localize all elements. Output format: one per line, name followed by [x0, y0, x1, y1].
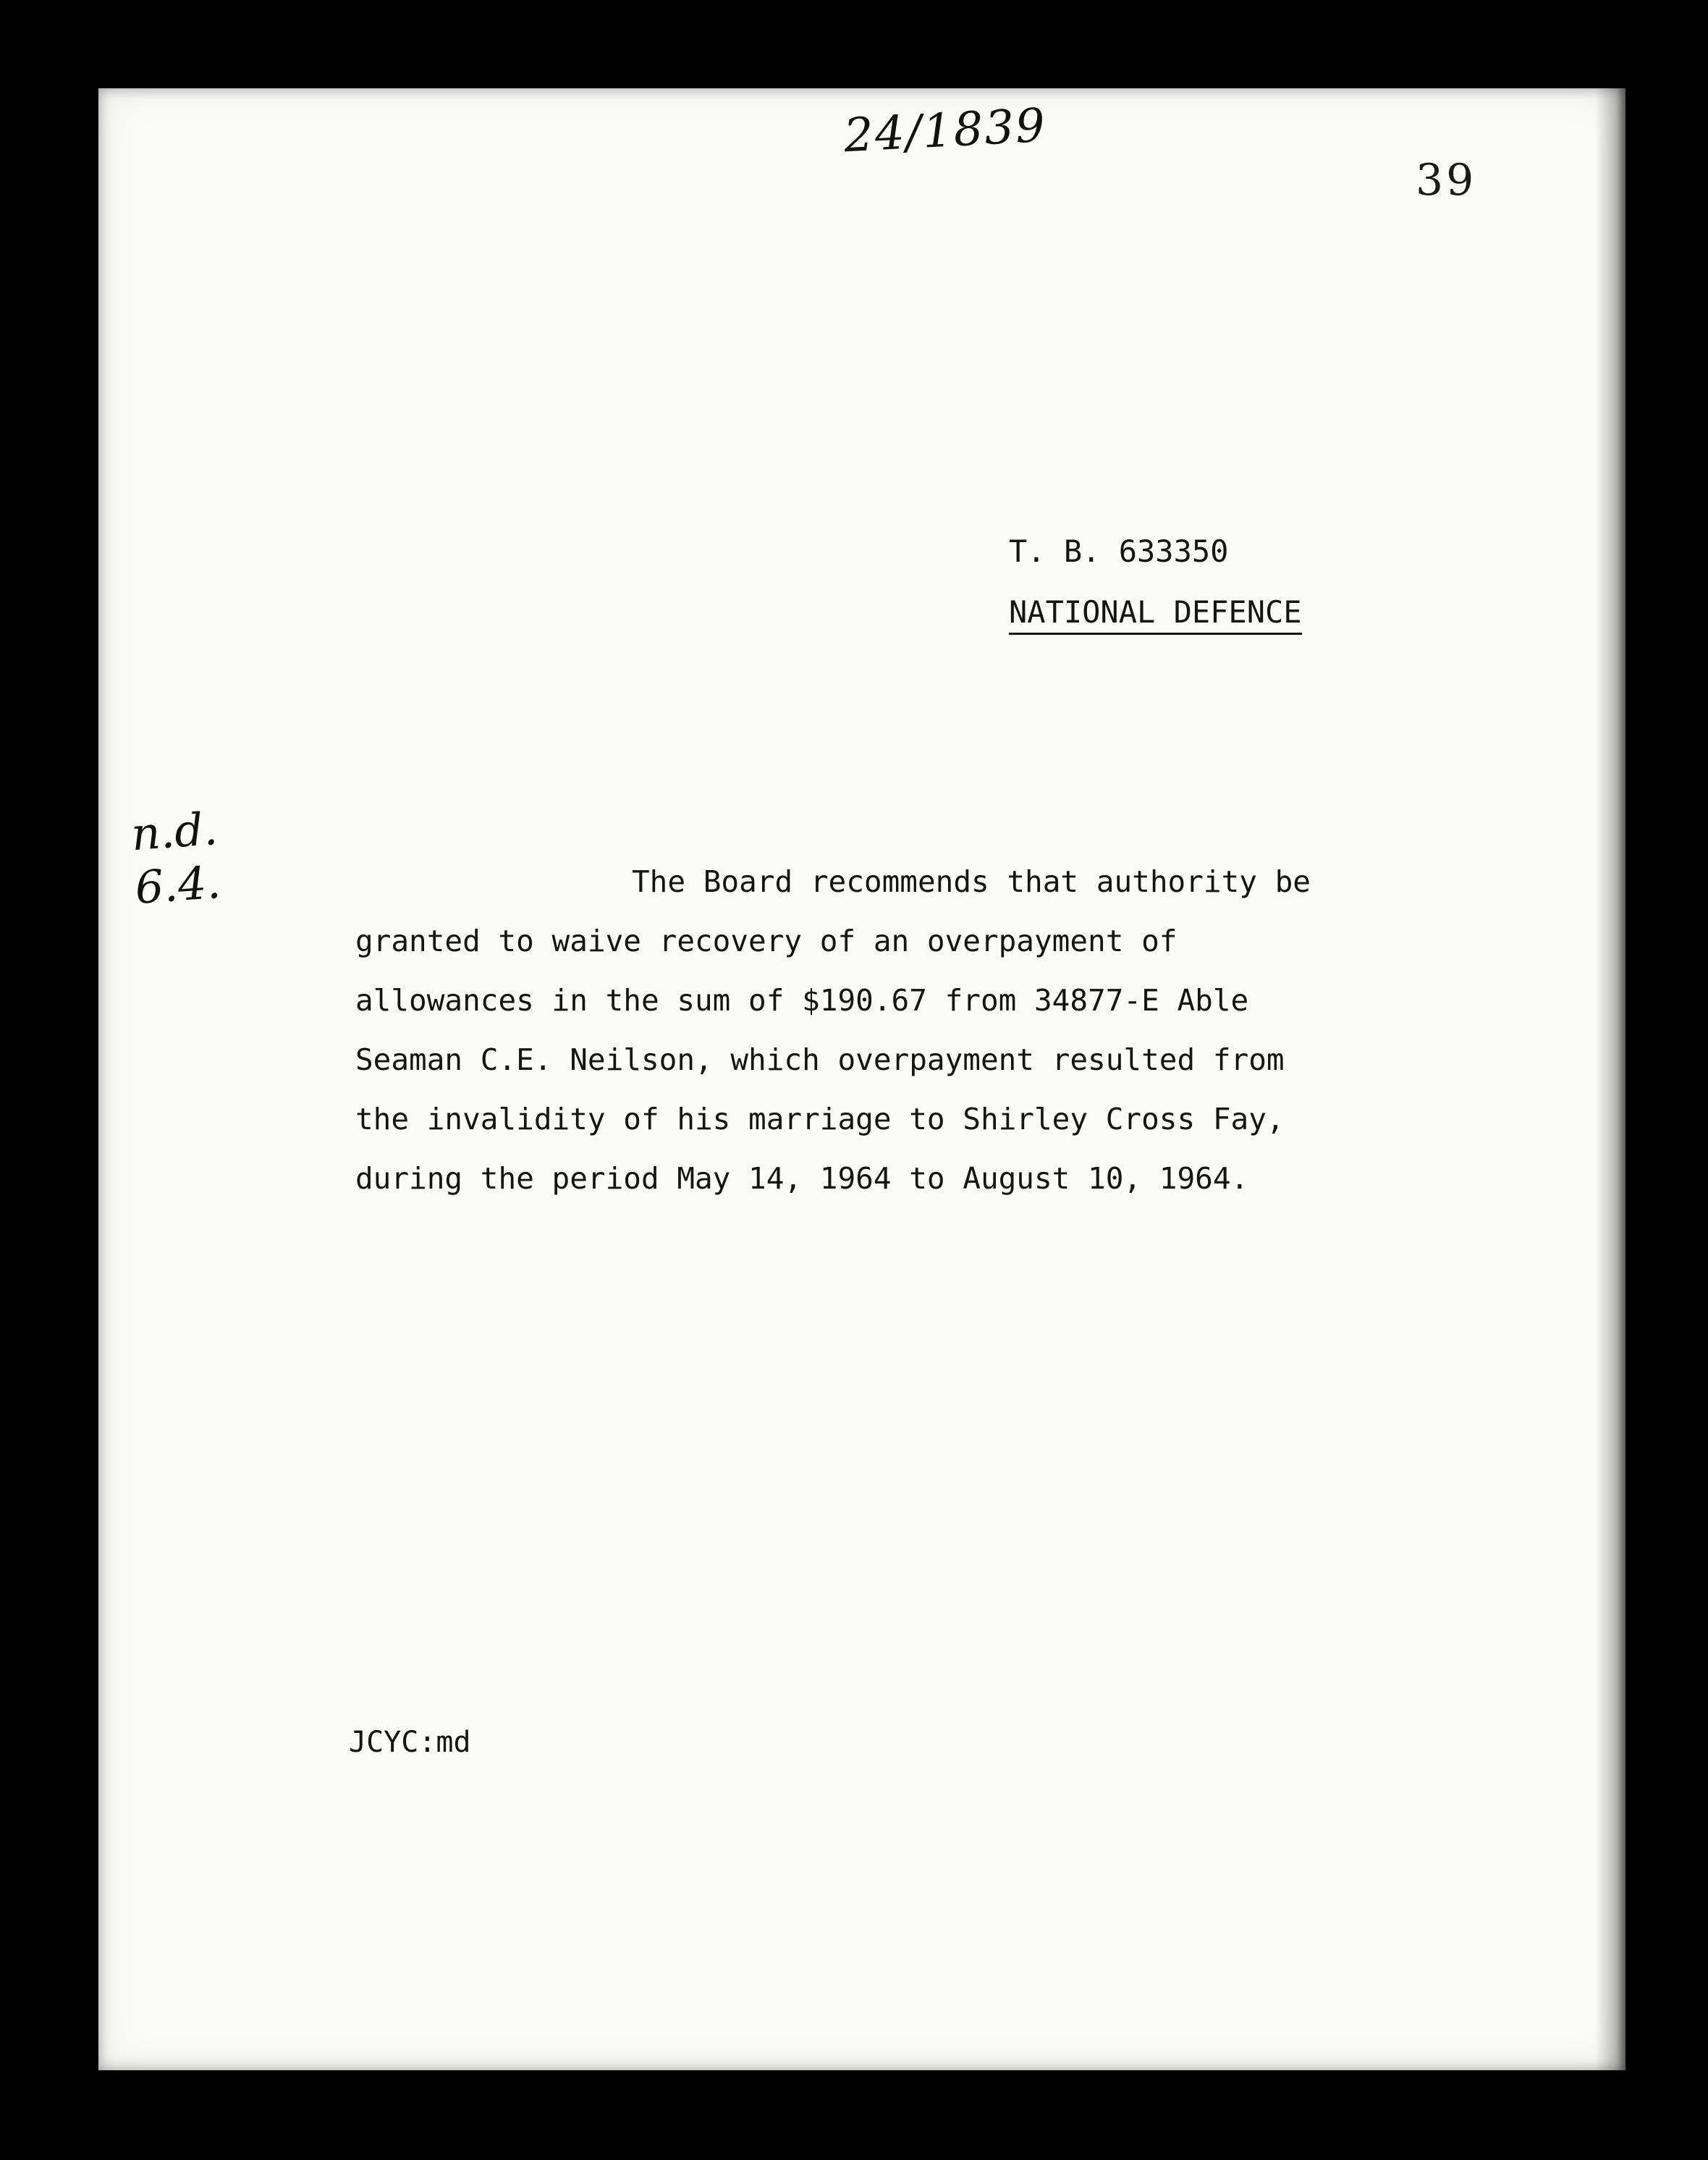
document-header — [1009, 521, 1302, 643]
paragraph-line-4: Seaman C.E. Neilson, which overpayment resulted from — [355, 1042, 1285, 1077]
handwritten-file-number: 24/1839 — [842, 98, 1048, 164]
paragraph-line-6: during the period May 14, 1964 to August 10, 1964. — [355, 1161, 1249, 1196]
tb-number: T. B. 633350 — [1009, 533, 1229, 569]
typist-initials: JCYC:md — [349, 1726, 471, 1759]
recommendation-paragraph — [355, 852, 1455, 1208]
page-number: 39 — [1416, 155, 1477, 206]
paragraph-line-2: granted to waive recovery of an overpayment of — [355, 924, 1178, 958]
paragraph-line-1: The Board recommends that authority be — [632, 864, 1311, 899]
handwritten-margin-note — [130, 802, 223, 915]
paragraph-line-3: allowances in the sum of $190.67 from 34877-E Able — [355, 983, 1249, 1018]
department-subject: NATIONAL DEFENCE — [1009, 595, 1302, 635]
margin-note-line-1: n.d. — [129, 802, 219, 861]
paper-page — [98, 88, 1625, 2070]
paragraph-line-5: the invalidity of his marriage to Shirley Cross Fay, — [355, 1102, 1285, 1136]
margin-note-line-2: 6.4. — [133, 855, 223, 914]
